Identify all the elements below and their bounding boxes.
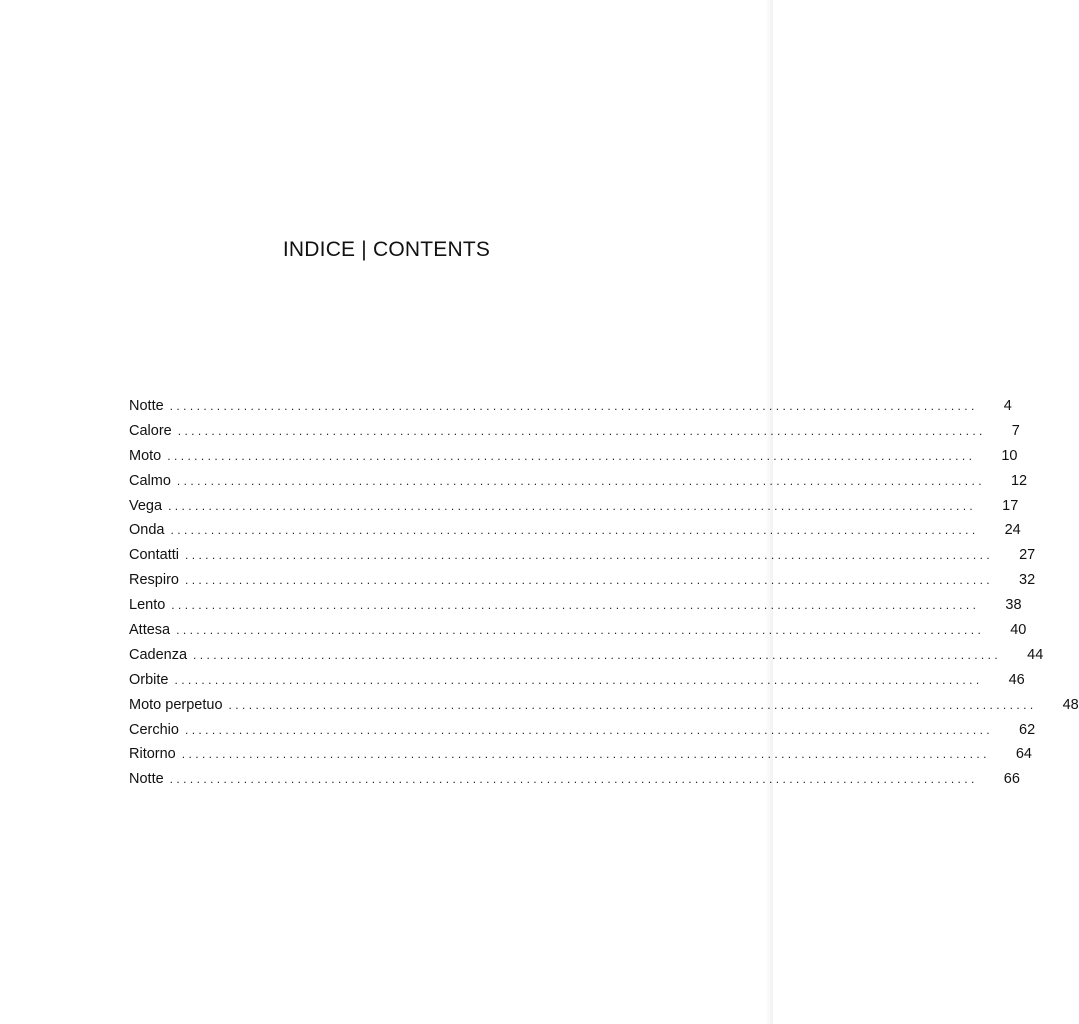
toc-entry xyxy=(129,742,1032,767)
toc-dot-leader: ........................................................................................................................ xyxy=(177,423,986,438)
toc-entry-label: Respiro xyxy=(129,572,179,589)
toc-entry-label: Onda xyxy=(129,522,165,539)
toc-dot-leader: ........................................................................................................................ xyxy=(169,772,978,787)
toc-dot-leader: ........................................................................................................................ xyxy=(169,399,978,413)
toc-entry-page: 38 xyxy=(1005,597,1022,614)
toc-dot-leader: ........................................................................................................................ xyxy=(184,548,994,563)
toc-entry-page: 44 xyxy=(1027,646,1044,663)
toc-entry-label: Orbite xyxy=(129,671,169,688)
toc-entry-page: 66 xyxy=(1003,771,1020,788)
toc-entry-page: 40 xyxy=(1010,622,1027,639)
toc-entry-label: Calore xyxy=(129,422,172,439)
toc-entry xyxy=(129,767,1020,792)
toc-entry-page: 12 xyxy=(1010,472,1028,489)
toc-entry-label: Lento xyxy=(129,597,166,614)
toc-entry xyxy=(129,543,1036,568)
toc-dot-leader: ........................................................................................................................ xyxy=(174,672,983,687)
toc-entry xyxy=(129,618,1027,643)
toc-entry-page: 10 xyxy=(1001,447,1018,464)
toc-dot-leader: ........................................................................................................................ xyxy=(184,573,994,588)
page-title: INDICE | CONTENTS xyxy=(282,238,491,261)
toc-entry-page: 32 xyxy=(1019,572,1036,589)
toc-dot-leader: ........................................................................................................................ xyxy=(184,722,994,737)
toc-entry-page: 64 xyxy=(1015,746,1032,763)
toc-entry-label: Contatti xyxy=(129,547,179,564)
toc-entry-page: 46 xyxy=(1008,671,1025,688)
toc-dot-leader: ........................................................................................................................ xyxy=(168,498,977,513)
toc-entry xyxy=(129,518,1021,543)
toc-dot-leader: ........................................................................................................................ xyxy=(176,473,985,488)
toc-entry xyxy=(129,693,1079,718)
toc-entry-page: 48 xyxy=(1062,696,1079,713)
toc-entry-page: 4 xyxy=(1003,398,1012,414)
toc-entry-label: Vega xyxy=(129,497,163,514)
toc-dot-leader: ........................................................................................................................ xyxy=(171,598,980,613)
toc-entry-page: 17 xyxy=(1002,497,1019,514)
toc-entry xyxy=(129,643,1044,668)
toc-entry xyxy=(129,444,1018,469)
toc-entry-label: Cadenza xyxy=(129,646,188,663)
toc-entry xyxy=(129,394,1012,419)
toc-entry-label: Attesa xyxy=(129,622,171,639)
toc-entry-page: 62 xyxy=(1019,721,1036,738)
toc-dot-leader: ........................................................................................................................ xyxy=(181,747,990,762)
toc-entry-label: Ritorno xyxy=(129,746,176,763)
toc-dot-leader: ........................................................................................................................ xyxy=(170,523,979,538)
toc-dot-leader: ........................................................................................................................ xyxy=(228,697,1037,712)
toc-entry-page: 27 xyxy=(1019,547,1036,564)
toc-entry xyxy=(129,469,1028,494)
toc-entry xyxy=(129,668,1025,693)
toc-entry-page: 24 xyxy=(1004,522,1021,539)
toc-dot-leader: ........................................................................................................................ xyxy=(167,448,976,463)
toc-entry-label: Notte xyxy=(129,771,164,788)
toc-entry-label: Moto xyxy=(129,447,162,464)
toc-entry xyxy=(129,568,1036,593)
toc-entry-label: Moto perpetuo xyxy=(129,696,223,713)
toc-entry-label: Notte xyxy=(129,398,164,414)
toc-dot-leader: ........................................................................................................................ xyxy=(193,647,1002,662)
toc-entry xyxy=(129,718,1036,743)
toc-dot-leader: ........................................................................................................................ xyxy=(176,623,985,638)
toc-entry-label: Calmo xyxy=(129,472,171,489)
toc-entry xyxy=(129,593,1022,618)
table-of-contents xyxy=(129,394,1079,792)
toc-entry-page: 7 xyxy=(1011,422,1020,439)
toc-entry xyxy=(129,494,1019,519)
toc-entry xyxy=(129,419,1020,444)
toc-entry-label: Cerchio xyxy=(129,721,179,738)
